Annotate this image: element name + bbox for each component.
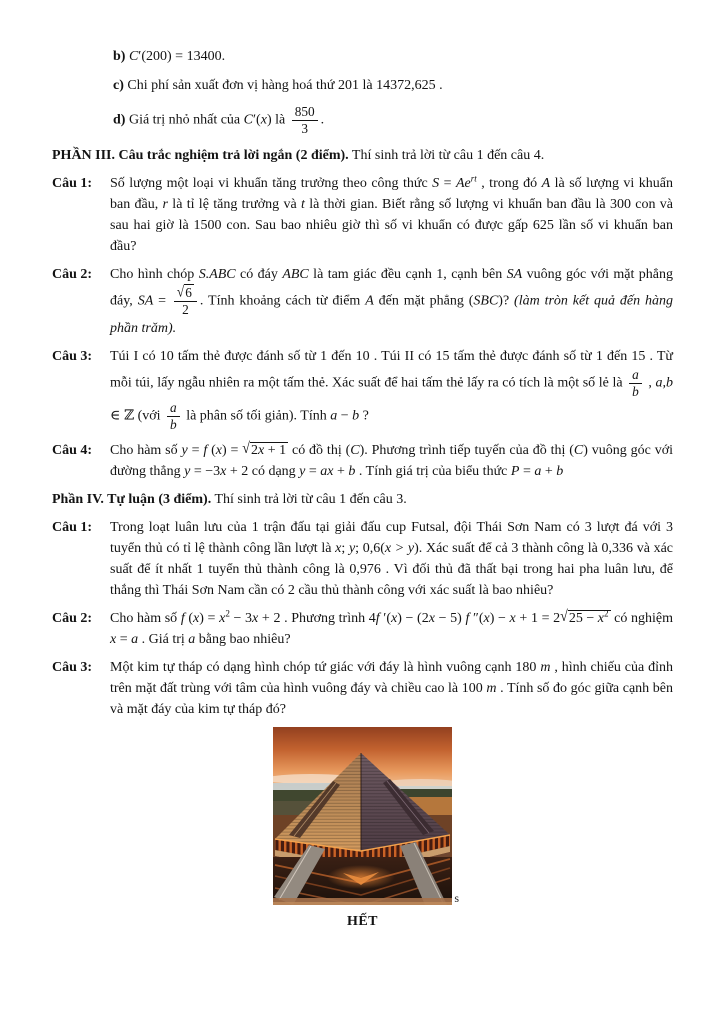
statement-b: b) C′(200) = 13400. <box>113 49 226 64</box>
pyramid-image <box>273 727 452 905</box>
question-label: Câu 1: <box>52 175 93 191</box>
part4-question-2 <box>52 608 673 650</box>
part4-question-1 <box>52 517 673 601</box>
question-text: Cho hàm số y = f (x) = √2x + 1 có đồ thị (C). Phương trình tiếp tuyến của đồ thị (C) vuông góc với đường thẳng y = −3x + 2 có dạng y = ax + b . Tính giá trị của biểu thức P = a + b <box>110 440 674 479</box>
part3-question-4 <box>52 440 673 482</box>
pyramid-figure <box>273 727 459 905</box>
question-label: Câu 4: <box>52 442 93 458</box>
end-label: HẾT <box>346 913 379 929</box>
question-label: Câu 1: <box>52 519 93 535</box>
question-label: Câu 2: <box>52 266 93 282</box>
part4-heading: Phần IV. Tự luận (3 điểm). Thí sinh trả lời từ câu 1 đến câu 3. <box>52 491 407 507</box>
question-label: Câu 2: <box>52 610 93 626</box>
question-text: Trong loạt luân lưu của 1 trận đấu tại giải đấu cup Futsal, đội Thái Sơn Nam có 3 lượt đá với 3 tuyển thủ có tỉ lệ thành công lần lượt là x; y; 0,6(x > y). Xác suất để cả 3 thành công là 0,336 và xác suất để ít nhất 1 tuyển thủ thành công là 0,976 . Vì đối thủ đã thất bại trong hai pha luân lưu, để thắng thì Thái Sơn Nam cần có 2 cầu thủ thành công với xác suất là bao nhiêu? <box>110 519 674 598</box>
question-text: Số lượng một loại vi khuẩn tăng trưởng theo công thức $S = Ae^{rt}$ , trong đó A là số lượng vi khuẩn ban đầu, r là tỉ lệ tăng trưởng và t là thời gian. Biết rằng số lượng vi khuẩn ban đầu là 300 con và sau hai giờ là 1500 con. Sau bao nhiêu giờ thì số vi khuẩn có được gấp 625 lần số vi khuẩn ban đầu? <box>110 173 673 254</box>
question-label: Câu 3: <box>52 348 93 364</box>
question-text: Cho hình chóp S.ABC có đáy ABC là tam giác đều cạnh 1, cạnh bên SA vuông góc với mặt phẳng đáy, SA = $\frac{√6}{2}$ . Tính khoảng cách từ điểm A đến mặt phẳng (SBC)? (làm tròn kết quả đến hàng phần trăm). <box>110 266 674 336</box>
part3-heading: PHẦN III. Câu trắc nghiệm trả lời ngắn (2 điểm). Thí sinh trả lời từ câu 1 đến câu 4. <box>52 147 545 163</box>
part3-question-1 <box>52 173 673 257</box>
statement-c: c) Chi phí sản xuất đơn vị hàng hoá thứ 201 là 14372,625 . <box>113 78 443 93</box>
answer-statements <box>52 46 673 137</box>
part3-question-3 <box>52 346 673 433</box>
question-text: Một kim tự tháp có dạng hình chóp tứ giác với đáy là hình vuông cạnh 180 m , hình chiếu của đỉnh trên mặt đất trùng với tâm của hình vuông đáy và chiều cao là 100 m . Tính số đo góc giữa cạnh bên và mặt đáy của kim tự tháp đó? <box>110 659 673 717</box>
question-text: Túi I có 10 tấm thẻ được đánh số từ 1 đến 10 . Túi II có 15 tấm thẻ được đánh số từ 1 đến 15 . Từ mỗi túi, lấy ngẫu nhiên ra một tấm thẻ. Xác suất để hai tấm thẻ lấy ra có tích là một số lẻ là $\frac{a}{b}$ , a,b ∈ ℤ (với $\frac{a}{b}$ là phân số tối giản). Tính a − b ? <box>110 348 673 432</box>
part4-question-3 <box>52 657 673 720</box>
statement-d: d) Giá trị nhỏ nhất của C′(x) là $\frac{850}{3}$ . <box>113 104 325 136</box>
question-text: Cho hàm số f $(x) = x^2 - 3x + 2$ . Phương trình 4f ′(x) − (2x − 5) f $''(x) - x + 1 = 2√25 - x^2$ có nghiệm x = a . Giá trị a bằng bao nhiêu? <box>110 607 673 647</box>
question-label: Câu 3: <box>52 659 93 675</box>
stray-character: s <box>454 890 459 905</box>
part3-question-2 <box>52 264 673 339</box>
